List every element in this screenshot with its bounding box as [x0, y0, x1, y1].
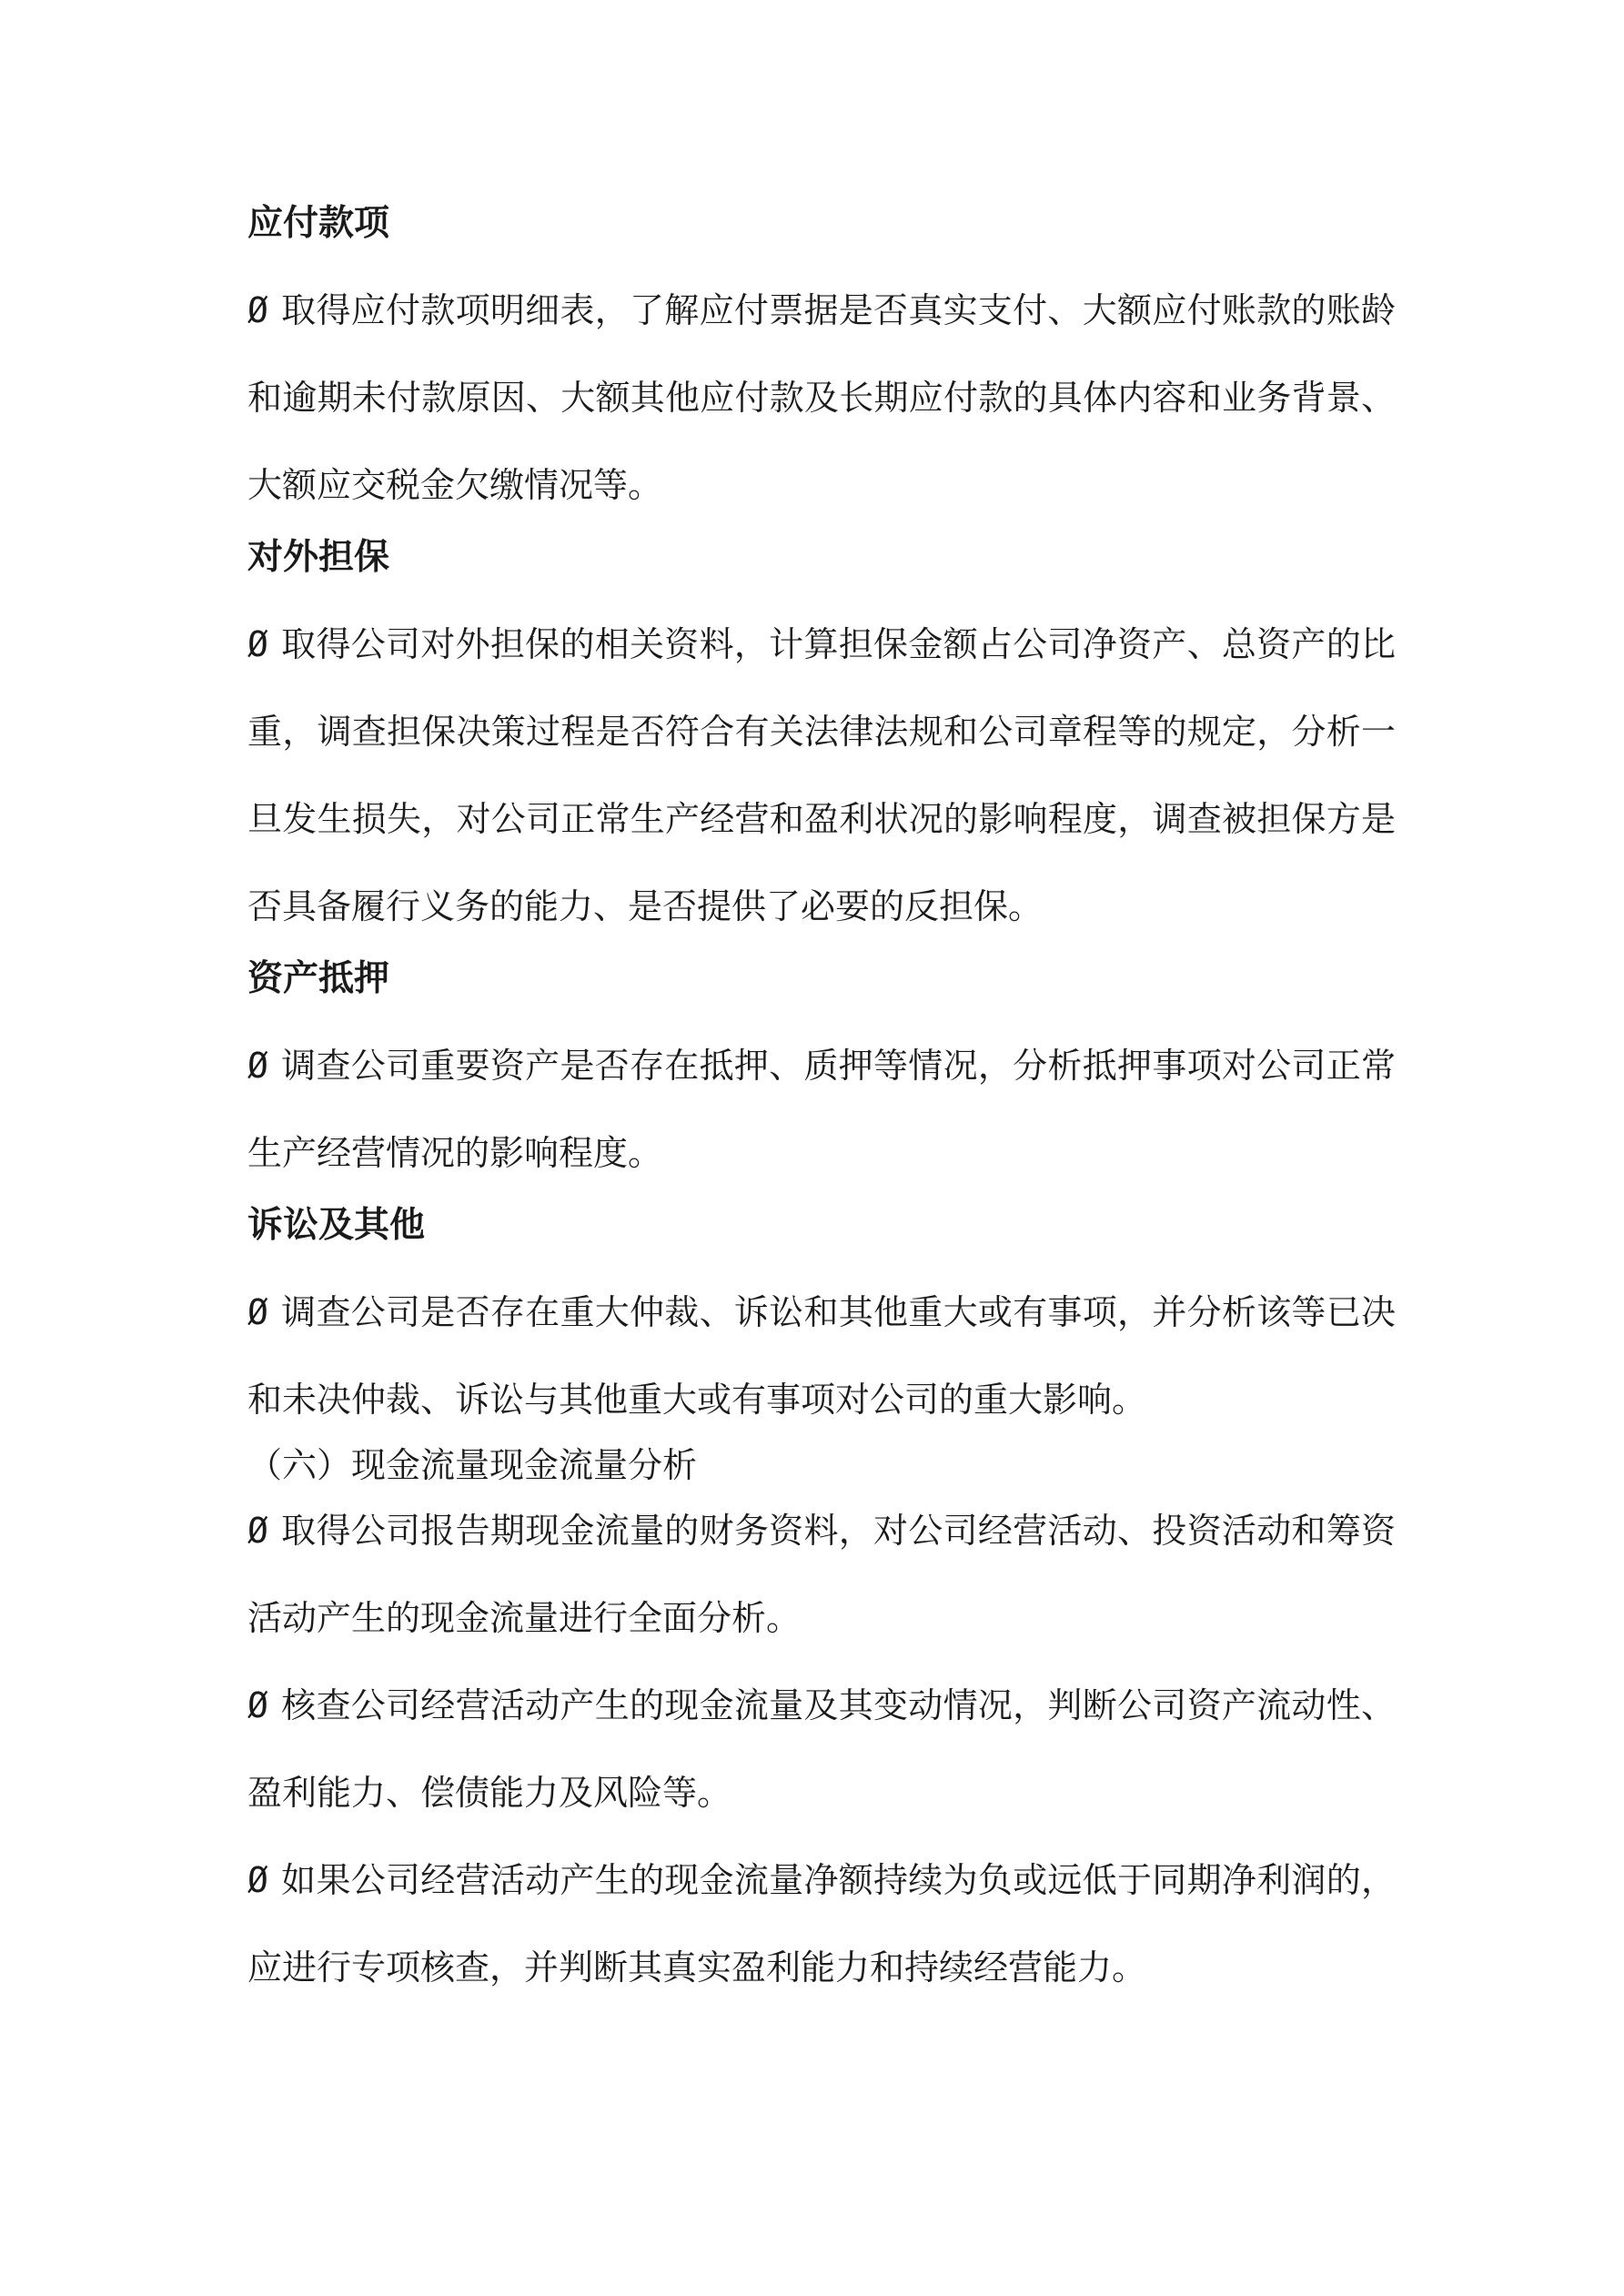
paragraph-text: 核查公司经营活动产生的现金流量及其变动情况，判断公司资产流动性、盈利能力、偿债能力及风险等。 — [247, 1685, 1396, 1813]
bullet-paragraph — [247, 1269, 1396, 1443]
bullet-paragraph — [247, 1487, 1396, 1662]
section-heading-guarantees: 对外担保 — [247, 537, 390, 578]
section-heading-litigation: 诉讼及其他 — [247, 1205, 426, 1246]
bullet-marker: Ø — [247, 624, 268, 664]
section-heading-collateral: 资产抵押 — [247, 958, 390, 999]
paragraph-text: 调查公司重要资产是否存在抵押、质押等情况，分析抵押事项对公司正常生产经营情况的影响程度。 — [247, 1046, 1396, 1173]
paragraph-text: 取得公司报告期现金流量的财务资料，对公司经营活动、投资活动和筹资活动产生的现金流量进行全面分析。 — [247, 1511, 1396, 1638]
paragraph-text: 取得应付款项明细表，了解应付票据是否真实支付、大额应付账款的账龄和逾期未付款原因、大额其他应付款及长期应付款的具体内容和业务背景、大额应交税金欠缴情况等。 — [247, 290, 1396, 505]
bullet-paragraph — [247, 1662, 1396, 1836]
bullet-marker: Ø — [247, 1046, 268, 1086]
bullet-marker: Ø — [247, 1685, 268, 1725]
bullet-marker: Ø — [247, 1292, 268, 1332]
section-heading-cash-flow: （六）现金流量现金流量分析 — [247, 1445, 698, 1485]
bullet-paragraph — [247, 1022, 1396, 1197]
bullet-paragraph — [247, 267, 1396, 529]
section-heading-payables: 应付款项 — [247, 203, 390, 244]
bullet-marker: Ø — [247, 1511, 268, 1551]
paragraph-text: 取得公司对外担保的相关资料，计算担保金额占公司净资产、总资产的比重，调查担保决策过程是否符合有关法律法规和公司章程等的规定，分析一旦发生损失，对公司正常生产经营和盈利状况的影响程度，调查被担保方是否具备履行义务的能力、是否提供了必要的反担保。 — [247, 624, 1396, 926]
document-body — [247, 202, 1396, 2011]
paragraph-text: 调查公司是否存在重大仲裁、诉讼和其他重大或有事项，并分析该等已决和未决仲裁、诉讼与其他重大或有事项对公司的重大影响。 — [247, 1292, 1396, 1420]
bullet-marker: Ø — [247, 290, 268, 330]
bullet-marker: Ø — [247, 1860, 268, 1900]
bullet-paragraph — [247, 601, 1396, 950]
bullet-paragraph — [247, 1836, 1396, 2011]
paragraph-text: 如果公司经营活动产生的现金流量净额持续为负或远低于同期净利润的，应进行专项核查，并判断其真实盈利能力和持续经营能力。 — [247, 1860, 1396, 1988]
